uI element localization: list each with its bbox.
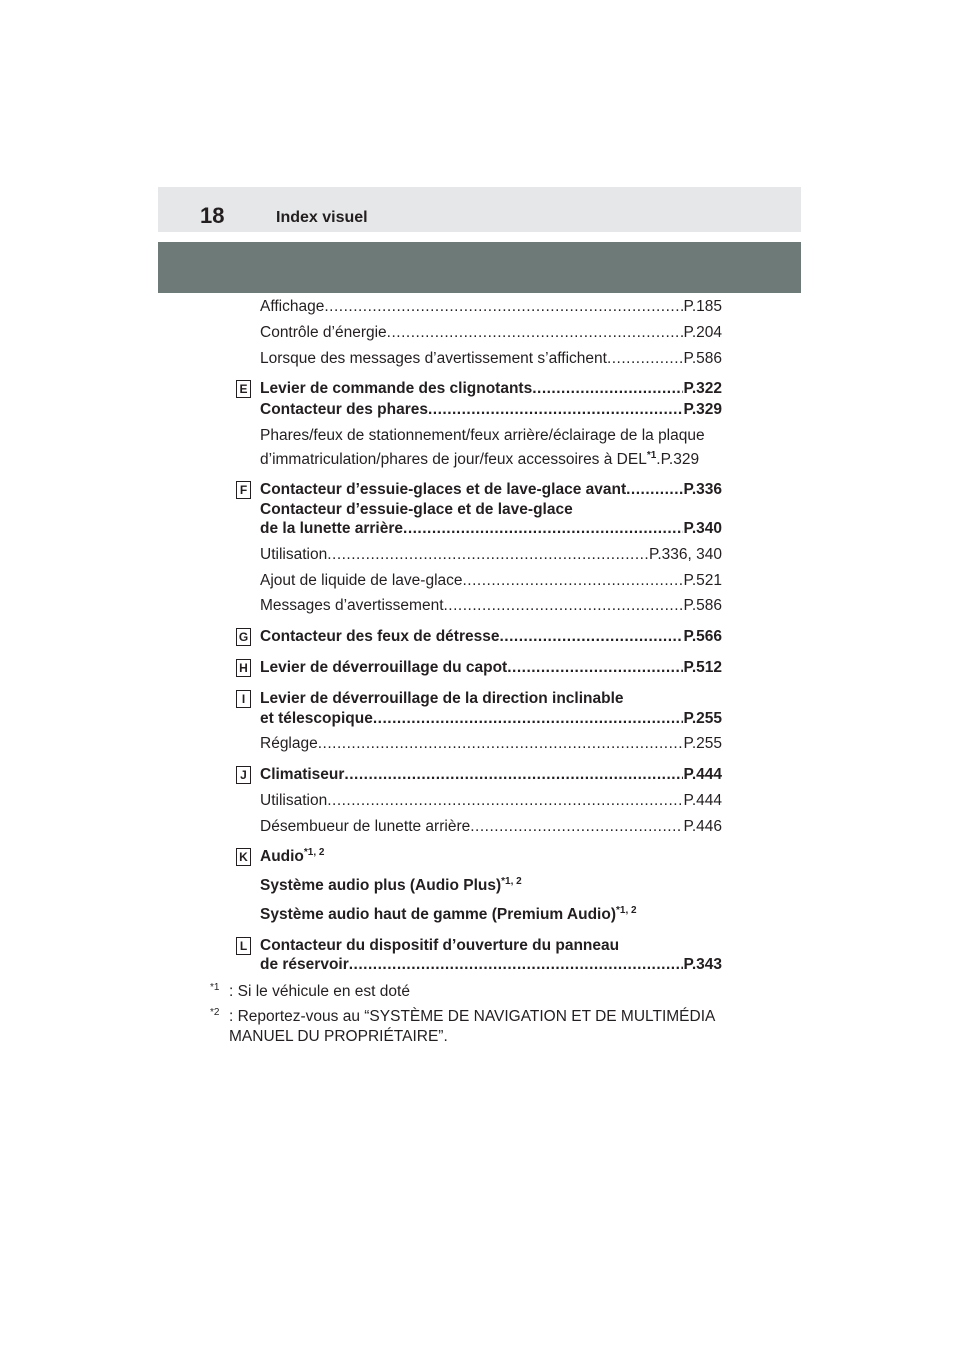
entry-contacteur-phares[interactable]: Contacteur des phares ..... P.329 xyxy=(260,400,722,420)
header-bar xyxy=(158,187,801,232)
entry-essuie-arriere-line1: Contacteur d’essuie-glace et de lave-glace xyxy=(260,501,573,518)
page-ref: P.336 xyxy=(683,481,722,498)
entry-audio-premium[interactable]: Système audio haut de gamme (Premium Audio)$^{*1, 2}$ xyxy=(260,905,637,923)
footnote-ref: *1, 2 xyxy=(616,905,637,916)
entry-reservoir-line1: Contacteur du dispositif d’ouverture du panneau xyxy=(260,937,620,954)
footnote-ref: *1 xyxy=(646,450,657,461)
page-ref: P.322 xyxy=(683,380,722,397)
page-ref: P.444 xyxy=(683,766,722,783)
entry-essuie-glace-arriere[interactable]: de la lunette arrière ..... P.340 xyxy=(260,519,722,539)
page-title: Index visuel xyxy=(276,209,368,226)
entry-desembueur[interactable]: Désembueur de lunette arrière ..... P.446 xyxy=(260,817,722,837)
page-ref: P.586 xyxy=(683,350,722,367)
entry-deverrouillage-capot[interactable]: Levier de déverrouillage du capot ..... P.512 xyxy=(260,658,722,678)
page-ref: P.444 xyxy=(683,792,722,809)
page-number: 18 xyxy=(200,203,225,228)
entry-essuie-glace-avant[interactable]: Contacteur d’essuie-glaces et de lave-glace avant ..... P.336 xyxy=(260,480,722,500)
letter-label-g: G xyxy=(236,628,251,646)
letter-label-h: H xyxy=(236,659,251,677)
entry-utilisation-essuie[interactable]: Utilisation ..... P.336, 340 xyxy=(260,545,722,565)
letter-label-k: K xyxy=(236,848,251,866)
page-ref: P.185 xyxy=(683,298,722,315)
page-ref: P.255 xyxy=(683,735,722,752)
entry-audio-plus[interactable]: Système audio plus (Audio Plus)$^{*1, 2}$ xyxy=(260,876,522,894)
entry-audio[interactable]: Audio$^{*1, 2}$ xyxy=(260,847,325,865)
entry-reservoir[interactable]: de réservoir ..... P.343 xyxy=(260,955,722,975)
page-ref: P.446 xyxy=(683,818,722,835)
footnote-ref: *1, 2 xyxy=(501,876,522,887)
entry-reglage[interactable]: Réglage ..... P.255 xyxy=(260,734,722,754)
page-ref: P.340 xyxy=(683,520,722,537)
entry-levier-clignotants[interactable]: Levier de commande des clignotants ..... P.322 xyxy=(260,379,722,399)
entry-lorsque-messages[interactable]: Lorsque des messages d’avertissement s’affichent ..... P.586 xyxy=(260,349,722,369)
letter-label-l: L xyxy=(236,937,251,955)
footnote-1: : Si le véhicule en est doté xyxy=(229,983,410,1000)
page-ref: P.566 xyxy=(683,628,722,645)
letter-label-e: E xyxy=(236,380,251,398)
page-ref: P.343 xyxy=(683,956,722,973)
entry-phares-line2[interactable]: d’immatriculation/phares de jour/feux accessoires à DEL$^{*1}$.P.329 xyxy=(260,450,700,468)
footnote-ref: *1, 2 xyxy=(303,847,325,858)
letter-label-i: I xyxy=(236,690,251,708)
page-ref: P.521 xyxy=(683,572,722,589)
page-ref: P.336, 340 xyxy=(649,546,722,563)
section-band xyxy=(158,242,801,293)
letter-label-j: J xyxy=(236,766,251,784)
page-ref: .P.329 xyxy=(656,451,700,468)
entry-messages-avertissement[interactable]: Messages d’avertissement ..... P.586 xyxy=(260,596,722,616)
entry-direction-telescopique[interactable]: et télescopique ..... P.255 xyxy=(260,709,722,729)
entry-direction-line1: Levier de déverrouillage de la direction inclinable xyxy=(260,690,624,707)
entry-ajout-liquide[interactable]: Ajout de liquide de lave-glace ..... P.521 xyxy=(260,571,722,591)
page-ref: P.512 xyxy=(683,659,722,676)
entry-climatiseur[interactable]: Climatiseur ..... P.444 xyxy=(260,765,722,785)
letter-label-f: F xyxy=(236,481,251,499)
entry-controle-energie[interactable]: Contrôle d’énergie ..... P.204 xyxy=(260,323,722,343)
entry-affichage[interactable]: Affichage ..... P.185 xyxy=(260,297,722,317)
footnote-mark-2: *2 xyxy=(210,1007,220,1018)
entry-utilisation-clim[interactable]: Utilisation ..... P.444 xyxy=(260,791,722,811)
footnote-2: : Reportez-vous au “SYSTÈME DE NAVIGATION ET DE MULTIMÉDIA MANUEL DU PROPRIÉTAIRE”. xyxy=(229,1008,715,1045)
page-ref: P.204 xyxy=(683,324,722,341)
page-ref: P.329 xyxy=(683,401,722,418)
entry-feux-detresse[interactable]: Contacteur des feux de détresse ..... P.566 xyxy=(260,627,722,647)
entry-phares-line1: Phares/feux de stationnement/feux arrière/éclairage de la plaque xyxy=(260,427,705,444)
page-ref: P.255 xyxy=(683,710,722,727)
page-ref: P.586 xyxy=(683,597,722,614)
footnote-mark-1: *1 xyxy=(210,982,220,993)
